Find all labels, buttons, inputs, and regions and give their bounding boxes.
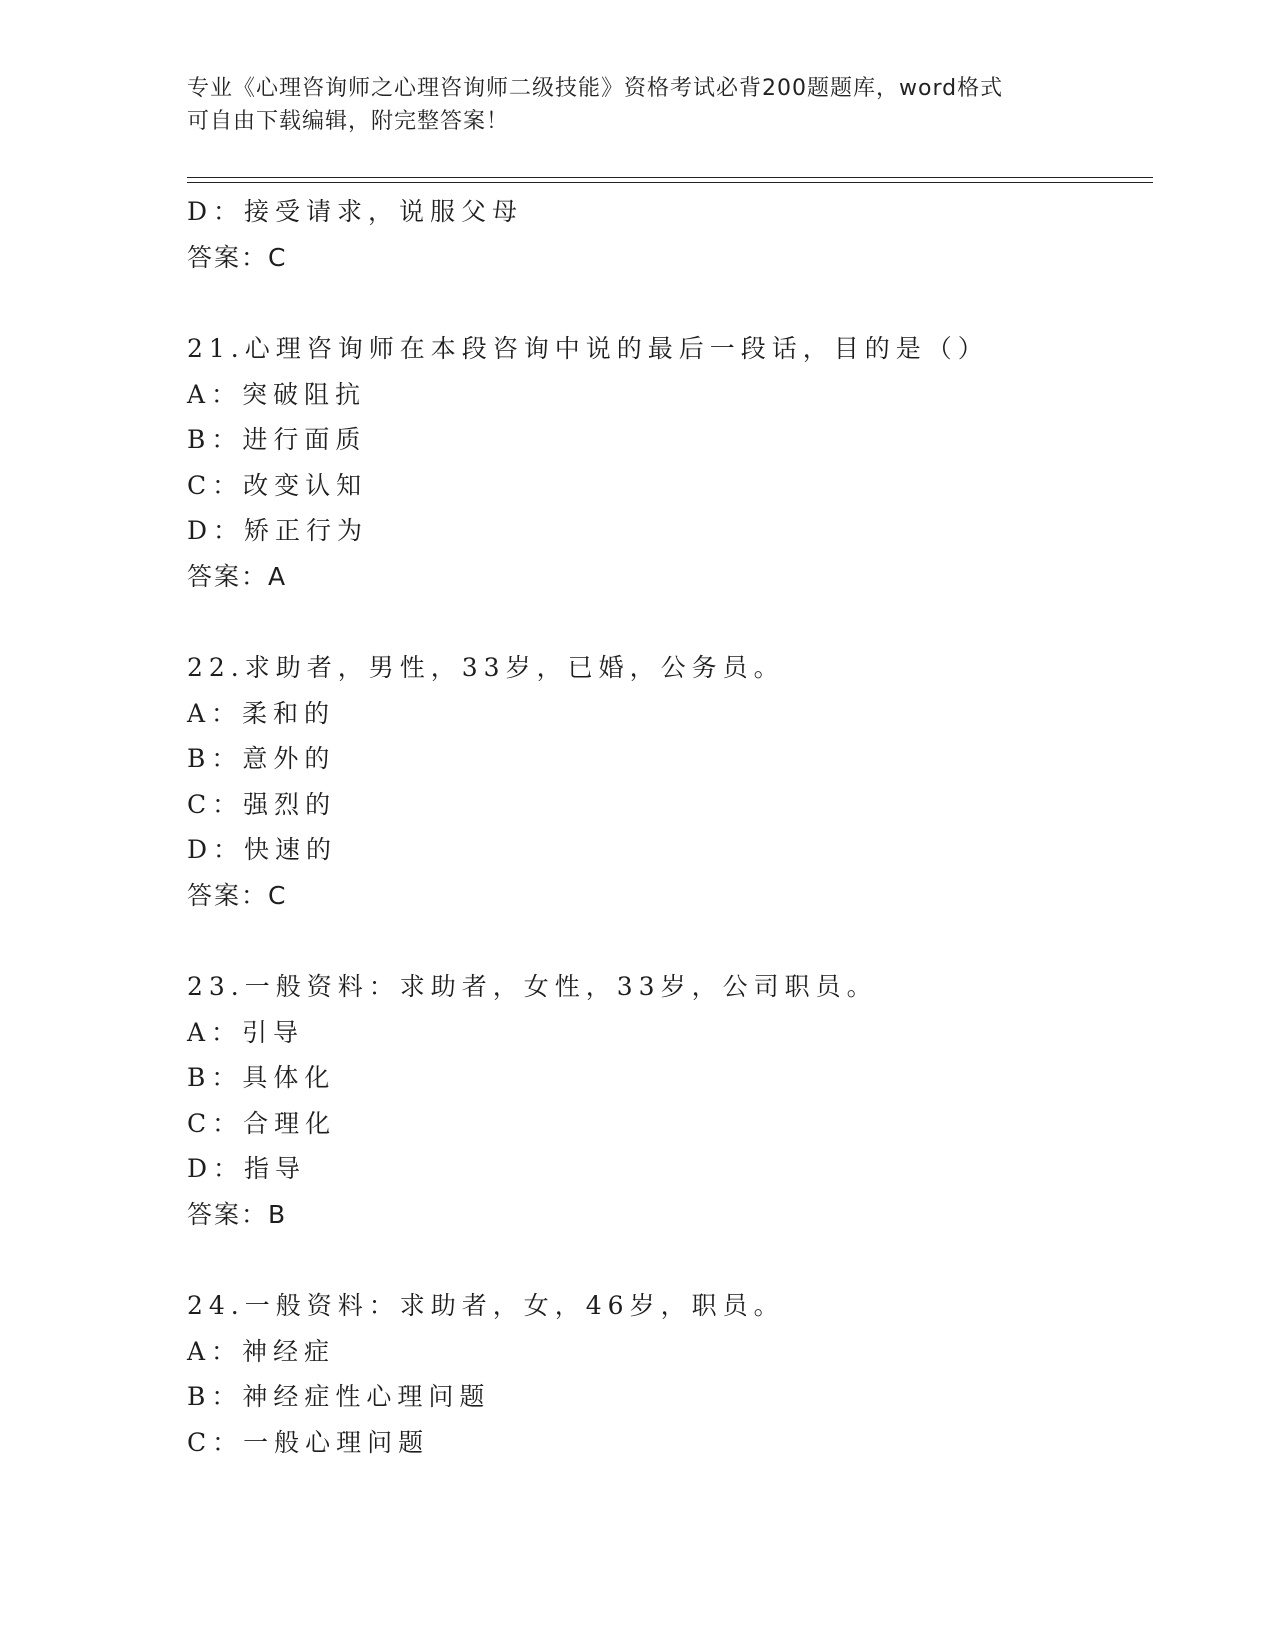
option-c: C：强烈的 [187, 789, 337, 819]
option-c: C：一般心理问题 [187, 1427, 430, 1457]
question-stem: 21.心理咨询师在本段咨询中说的最后一段话，目的是（） [187, 334, 989, 363]
question-24 [187, 1283, 1147, 1465]
header-divider-bottom [187, 182, 1153, 183]
option-b: B：具体化 [187, 1063, 336, 1092]
option-d: D：快速的 [187, 835, 338, 864]
answer-line: 答案：C [187, 880, 288, 910]
option-c: C：合理化 [187, 1108, 337, 1138]
question-stem: 22.求助者，男性，33岁，已婚，公务员。 [187, 653, 785, 682]
question-23 [187, 964, 1147, 1237]
option-b: B：进行面质 [187, 425, 367, 454]
header-title-line-2: 可自由下载编辑，附完整答案！ [187, 109, 510, 134]
option-d: D：矫正行为 [187, 516, 369, 545]
question-22 [187, 645, 1147, 918]
previous-question-tail [187, 189, 1147, 280]
option-c: C：改变认知 [187, 470, 368, 500]
option-a: A：柔和的 [187, 698, 336, 728]
header-title-line-1: 专业《心理咨询师之心理咨询师二级技能》资格考试必背200题题库，word格式 [187, 76, 1004, 101]
question-stem: 24.一般资料：求助者，女，46岁，职员。 [187, 1291, 785, 1320]
answer-line: 答案：A [187, 561, 288, 591]
answer-line: 答案：C [187, 242, 288, 272]
header-divider-top [187, 177, 1153, 178]
answer-line: 答案：B [187, 1199, 288, 1229]
document-header [187, 72, 1087, 138]
option-b: B：神经症性心理问题 [187, 1382, 491, 1411]
option-a: A：引导 [187, 1017, 305, 1047]
question-21 [187, 326, 1147, 599]
question-stem: 23.一般资料：求助者，女性，33岁，公司职员。 [187, 972, 878, 1001]
option-b: B：意外的 [187, 744, 336, 773]
option-a: A：神经症 [187, 1336, 336, 1366]
question-list [187, 189, 1147, 1465]
option-a: A：突破阻抗 [187, 379, 367, 409]
option-d: D：接受请求，说服父母 [187, 197, 524, 226]
option-d: D：指导 [187, 1154, 307, 1183]
